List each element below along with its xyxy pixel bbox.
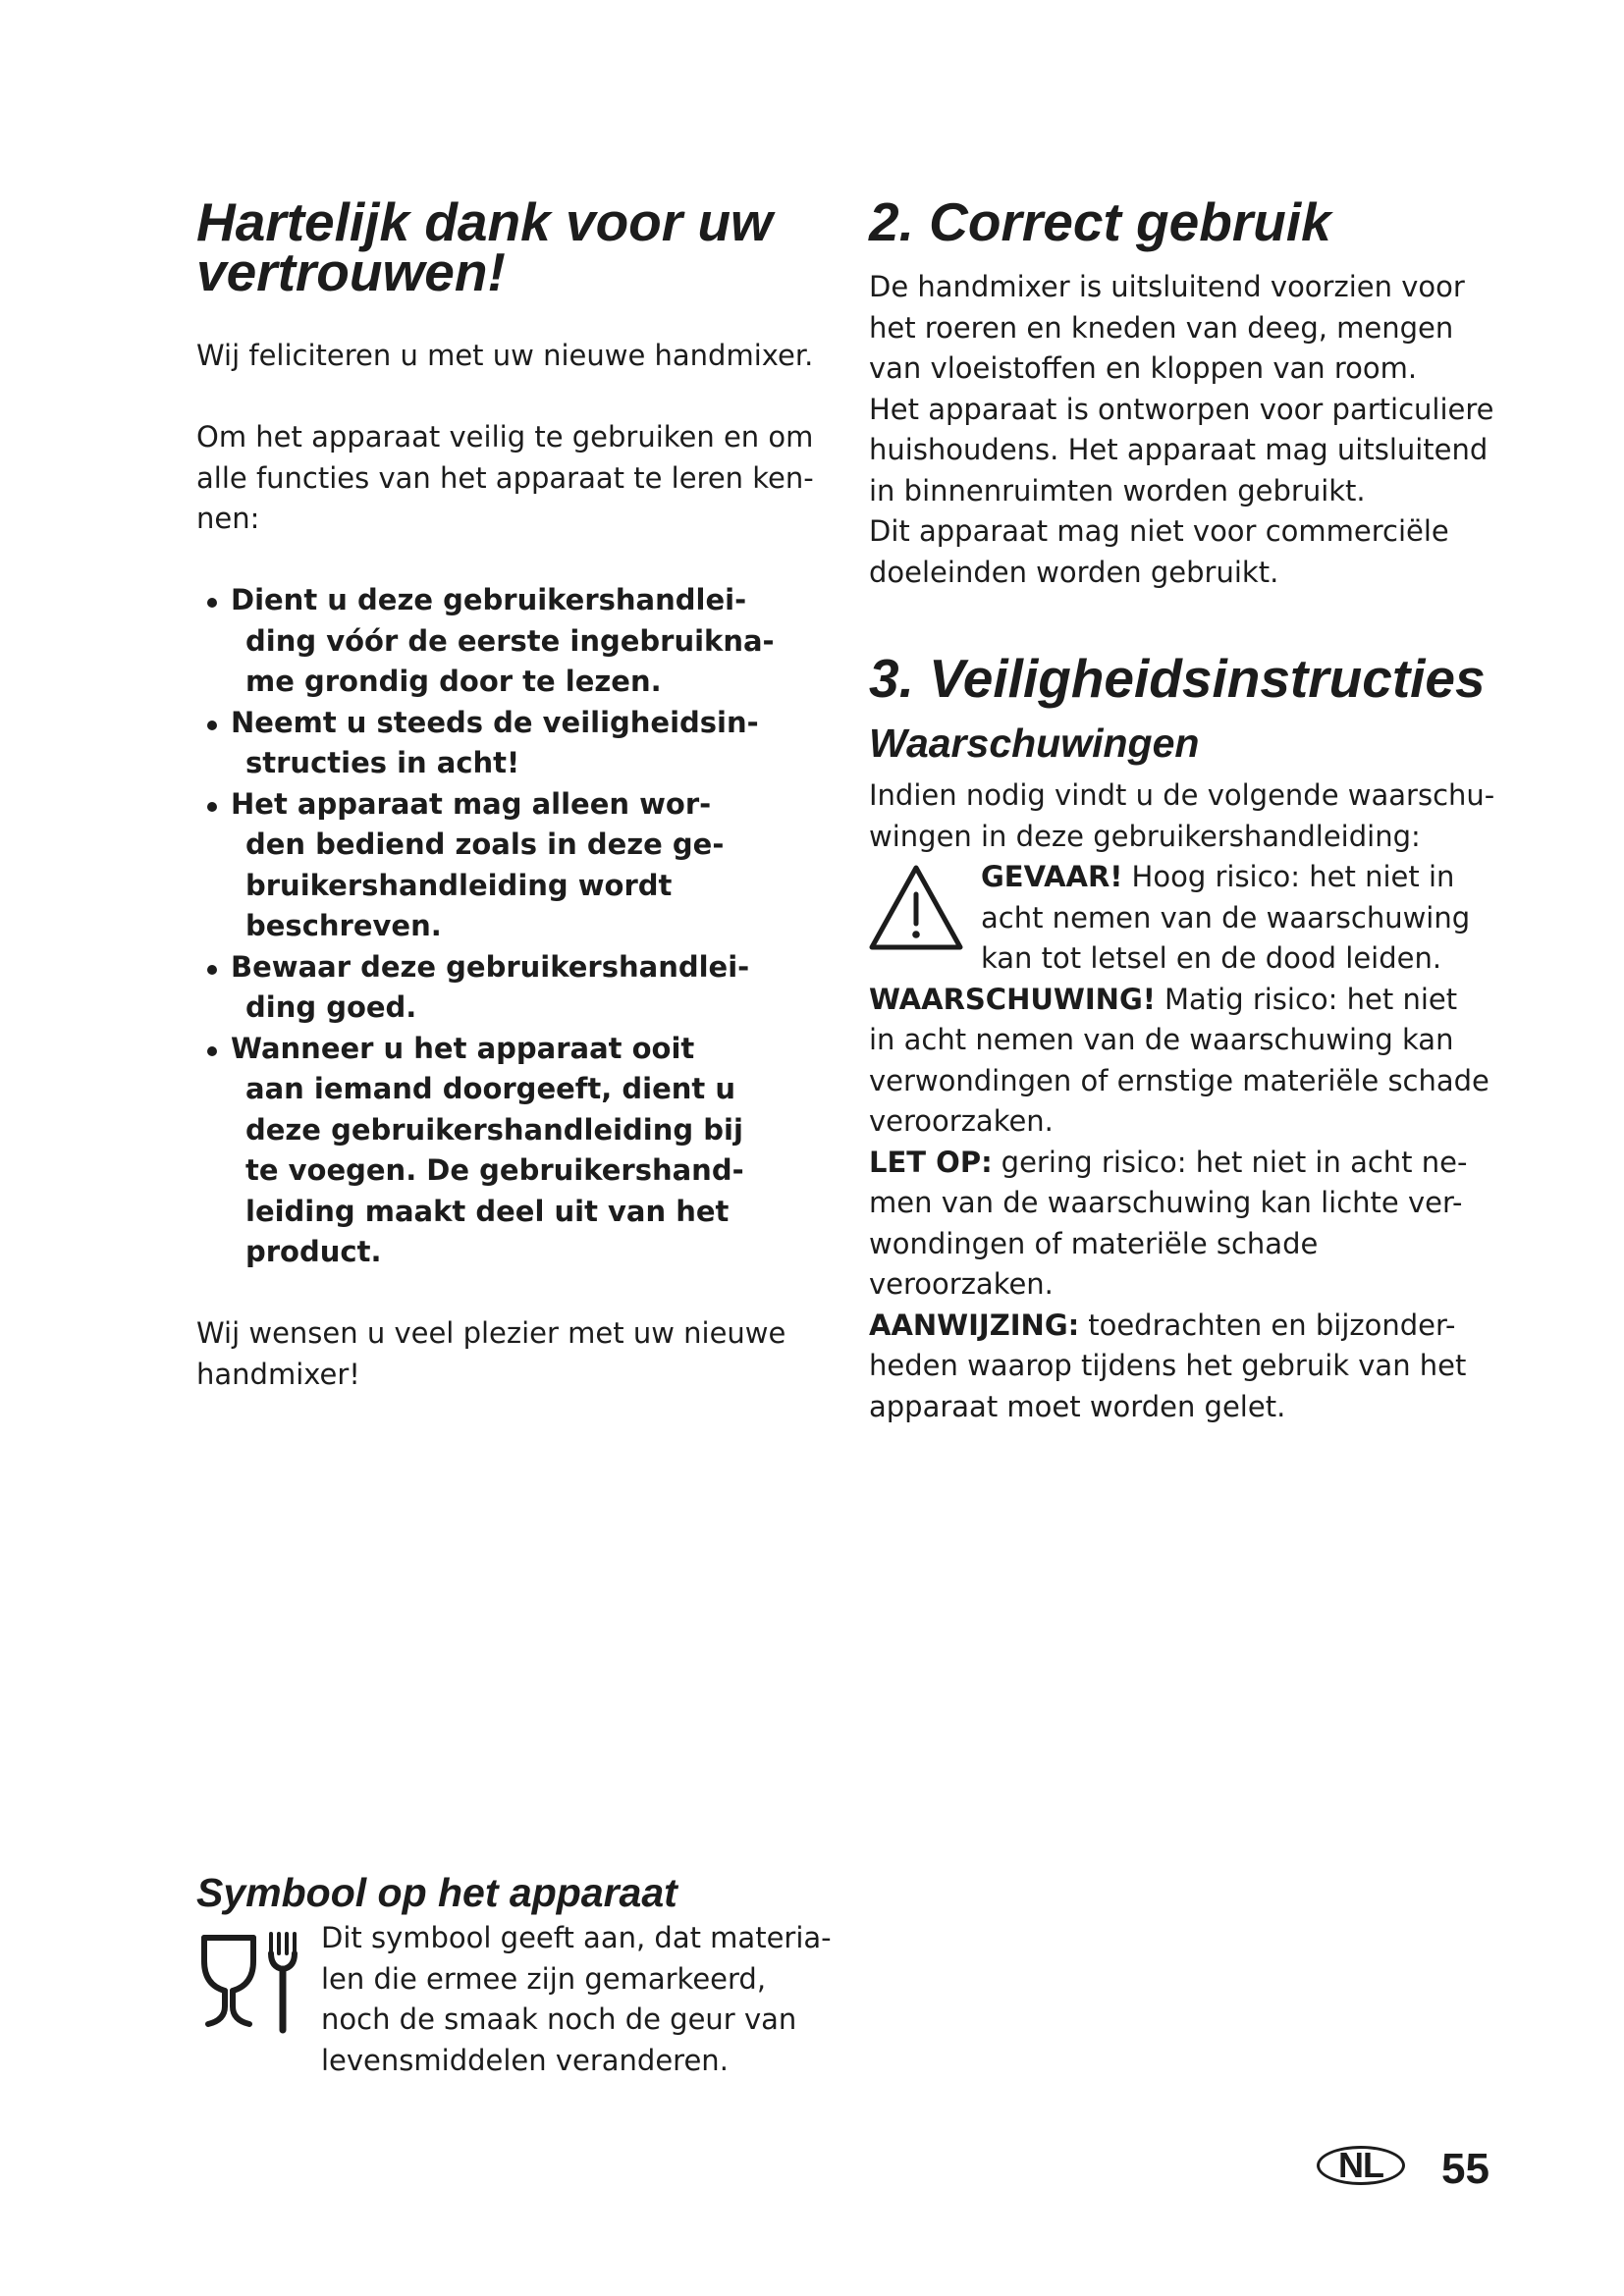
page-number: 55 xyxy=(1441,2145,1489,2193)
caution-line: wondingen of materiële schade xyxy=(869,1226,1319,1260)
bullet-list xyxy=(196,580,814,1273)
food-contact-glass-fork-icon xyxy=(198,1928,302,2036)
hint-line: apparaat moet worden gelet. xyxy=(869,1389,1286,1423)
correct-use-line: het roeren en kneden van deeg, mengen xyxy=(869,310,1454,345)
hint-label: AANWIJZING: xyxy=(869,1308,1080,1342)
caution-notice xyxy=(869,1143,1494,1306)
danger-label: GEVAAR! xyxy=(981,860,1123,893)
symbol-line: levensmiddelen veranderen. xyxy=(321,2043,729,2077)
bullet-line: product. xyxy=(245,1235,382,1268)
bullet-line: Neemt u steeds de veiligheidsin- xyxy=(196,703,814,744)
correct-use-body xyxy=(869,267,1494,593)
correct-use-line: in binnenruimten worden gebruikt. xyxy=(869,473,1366,507)
correct-use-line: doeleinden worden gebruikt. xyxy=(869,555,1279,589)
closing-line: handmixer! xyxy=(196,1357,360,1391)
bullet-line: leiding maakt deel uit van het xyxy=(245,1194,730,1228)
warning-triangle-icon xyxy=(868,863,964,953)
caution-text: gering risico: het niet in acht ne- xyxy=(1001,1145,1468,1179)
warning-text: Matig risico: het niet xyxy=(1164,982,1458,1016)
bullet-line: beschreven. xyxy=(245,909,442,942)
bullet-line: Bewaar deze gebruikershandlei- xyxy=(196,947,814,988)
danger-line xyxy=(981,857,1494,898)
intro-line: Om het apparaat veilig te gebruiken en om xyxy=(196,420,814,454)
caution-label: LET OP: xyxy=(869,1145,993,1179)
bullet-line: Het apparaat mag alleen wor- xyxy=(196,784,814,826)
bullet-item xyxy=(196,1029,814,1273)
symbol-description xyxy=(321,1918,832,2081)
warning-line: in acht nemen van de waarschuwing kan xyxy=(869,1023,1454,1056)
bullet-line: me grondig door te lezen. xyxy=(245,665,662,698)
symbol-title: Symbool op het apparaat xyxy=(196,1870,677,1915)
hint-notice xyxy=(869,1306,1494,1428)
bullet-line: den bediend zoals in deze ge- xyxy=(245,828,725,861)
warning-line: veroorzaken. xyxy=(869,1104,1054,1138)
correct-use-title: 2. Correct gebruik xyxy=(869,191,1331,252)
symbol-line: Dit symbool geeft aan, dat materia- xyxy=(321,1921,832,1954)
hint-line xyxy=(869,1306,1494,1347)
bullet-line: te voegen. De gebruikershand- xyxy=(245,1153,744,1187)
warning-line xyxy=(869,980,1494,1021)
language-badge: NL xyxy=(1317,2146,1405,2185)
correct-use-line: De handmixer is uitsluitend voorzien voor xyxy=(869,270,1465,303)
symbol-line: noch de smaak noch de geur van xyxy=(321,2002,797,2036)
bullet-line: bruikershandleiding wordt xyxy=(245,868,673,902)
danger-line: acht nemen van de waarschuwing xyxy=(981,900,1471,934)
caution-line: veroorzaken. xyxy=(869,1267,1054,1301)
bullet-line: deze gebruikershandleiding bij xyxy=(245,1112,743,1147)
caution-line: men van de waarschuwing kan lichte ver- xyxy=(869,1186,1463,1219)
hint-text: toedrachten en bijzonder- xyxy=(1088,1308,1456,1342)
bullet-line: structies in acht! xyxy=(245,746,520,779)
warnings-subtitle: Waarschuwingen xyxy=(869,721,1200,766)
caution-line xyxy=(869,1143,1494,1184)
safety-title: 3. Veiligheidsinstructies xyxy=(869,648,1486,709)
hint-line: heden waarop tijdens het gebruik van het xyxy=(869,1349,1467,1382)
greeting-text: Wij feliciteren u met uw nieuwe handmixer. xyxy=(196,339,814,372)
bullet-item xyxy=(196,703,814,784)
bullet-line: ding goed. xyxy=(245,990,417,1024)
correct-use-line: van vloeistoffen en kloppen van room. xyxy=(869,351,1418,385)
danger-notice xyxy=(869,857,1494,980)
intro-line: alle functies van het apparaat te leren ken- xyxy=(196,460,814,495)
danger-text: Hoog risico: het niet in xyxy=(1131,860,1455,893)
bullet-line: Wanneer u het apparaat ooit xyxy=(196,1029,814,1070)
welcome-title xyxy=(196,191,773,302)
danger-line: kan tot letsel en de dood leiden. xyxy=(981,941,1442,975)
correct-use-line: Dit apparaat mag niet voor commerciële xyxy=(869,514,1449,548)
warning-label: WAARSCHUWING! xyxy=(869,982,1156,1016)
bullet-line: aan iemand doorgeeft, dient u xyxy=(245,1072,735,1105)
bullet-line: ding vóór de eerste ingebruikna- xyxy=(245,623,775,658)
closing-line: Wij wensen u veel plezier met uw nieuwe xyxy=(196,1316,786,1350)
warning-line: verwondingen of ernstige materiële schade xyxy=(869,1063,1489,1097)
bullet-item xyxy=(196,784,814,947)
intro-line: nen: xyxy=(196,502,260,535)
bullet-line: Dient u deze gebruikershandlei- xyxy=(196,580,814,621)
correct-use-line: Het apparaat is ontworpen voor particuliere xyxy=(869,392,1494,426)
symbol-line: len die ermee zijn gemarkeerd, xyxy=(321,1961,767,1996)
welcome-title-line: vertrouwen! xyxy=(196,241,506,302)
welcome-body xyxy=(196,336,814,1395)
safety-intro-line: Indien nodig vindt u de volgende waarschu- xyxy=(869,778,1495,812)
welcome-title-line: Hartelijk dank voor uw xyxy=(196,191,773,252)
bullet-item xyxy=(196,947,814,1029)
safety-intro-line: wingen in deze gebruikershandleiding: xyxy=(869,819,1421,853)
bullet-item xyxy=(196,580,814,703)
warning-notice xyxy=(869,980,1494,1143)
safety-body xyxy=(869,775,1494,1427)
correct-use-line: huishoudens. Het apparaat mag uitsluitend xyxy=(869,433,1489,466)
